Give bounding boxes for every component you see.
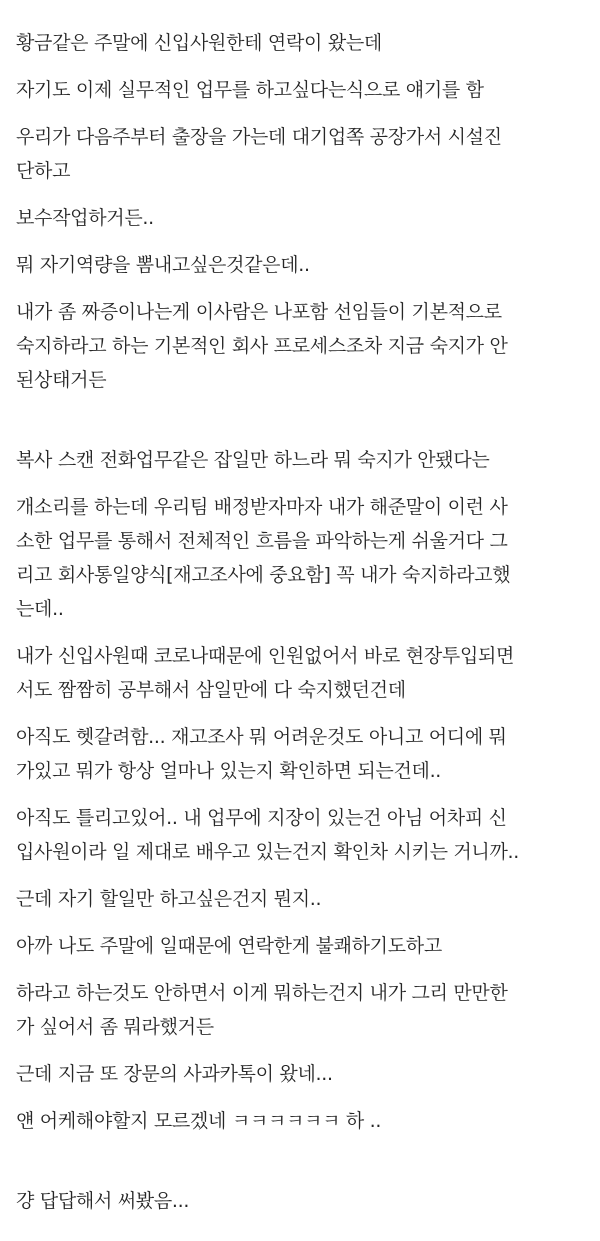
text-line: 개소리를 하는데 우리팀 배정받자마자 내가 해준말이 이런 사	[16, 496, 508, 518]
paragraph	[16, 1104, 594, 1138]
paragraph	[16, 248, 594, 282]
text-line: 얜 어케해야할지 모르겠네 ㅋㅋㅋㅋㅋㅋ 하 ..	[16, 1110, 382, 1132]
paragraph	[16, 490, 594, 626]
text-line: 숙지하라고 하는 기본적인 회사 프로세스조차 지금 숙지가 안	[16, 335, 508, 357]
text-line: 단하고	[16, 160, 71, 182]
text-line: 가 싶어서 좀 뭐라했거든	[16, 1016, 214, 1038]
paragraph	[16, 929, 594, 963]
text-line: 황금같은 주말에 신입사원한테 연락이 왔는데	[16, 32, 382, 54]
text-line: 걍 답답해서 써봤음...	[16, 1190, 190, 1212]
paragraph	[16, 73, 594, 107]
text-line: 보수작업하거든..	[16, 207, 154, 229]
paragraph	[16, 801, 594, 869]
text-line: 하라고 하는것도 안하면서 이게 뭐하는건지 내가 그리 만만한	[16, 982, 508, 1004]
paragraph	[16, 976, 594, 1044]
paragraph	[16, 882, 594, 916]
text-line: 는데..	[16, 598, 64, 620]
paragraph	[16, 1184, 594, 1218]
paragraph	[16, 26, 594, 60]
paragraph	[16, 639, 594, 707]
text-line: 입사원이라 일 제대로 배우고 있는건지 확인차 시키는 거니까..	[16, 841, 520, 863]
paragraph	[16, 720, 594, 788]
paragraph	[16, 443, 594, 477]
text-line: 내가 신입사원때 코로나때문에 인원없어서 바로 현장투입되면	[16, 645, 515, 667]
text-line: 근데 자기 할일만 하고싶은건지 뭔지..	[16, 888, 322, 910]
text-line: 서도 짬짬히 공부해서 삼일만에 다 숙지했던건데	[16, 679, 406, 701]
text-line: 아직도 틀리고있어.. 내 업무에 지장이 있는건 아님 어차피 신	[16, 807, 507, 829]
paragraph	[16, 120, 594, 188]
text-line: 가있고 뭐가 항상 얼마나 있는지 확인하면 되는건데..	[16, 760, 442, 782]
text-line: 리고 회사통일양식[재고조사에 중요함] 꼭 내가 숙지하라고했	[16, 564, 511, 586]
text-line: 된상태거든	[16, 369, 107, 391]
text-line: 자기도 이제 실무적인 업무를 하고싶다는식으로 얘기를 함	[16, 79, 484, 101]
text-line: 근데 지금 또 장문의 사과카톡이 왔네...	[16, 1063, 333, 1085]
text-line: 복사 스캔 전화업무같은 잡일만 하느라 뭐 숙지가 안됐다는	[16, 449, 490, 471]
paragraph	[16, 295, 594, 397]
text-line: 내가 좀 짜증이나는게 이사람은 나포함 선임들이 기본적으로	[16, 301, 502, 323]
paragraph	[16, 1057, 594, 1091]
text-line: 아직도 헷갈려함... 재고조사 뭐 어려운것도 아니고 어디에 뭐	[16, 726, 507, 748]
text-line: 아까 나도 주말에 일때문에 연락한게 불쾌하기도하고	[16, 935, 442, 957]
paragraph	[16, 201, 594, 235]
post-body	[16, 26, 594, 1231]
text-line: 뭐 자기역량을 뽐내고싶은것같은데..	[16, 254, 310, 276]
text-line: 소한 업무를 통해서 전체적인 흐름을 파악하는게 쉬울거다 그	[16, 530, 508, 552]
text-line: 우리가 다음주부터 출장을 가는데 대기업쪽 공장가서 시설진	[16, 126, 502, 148]
